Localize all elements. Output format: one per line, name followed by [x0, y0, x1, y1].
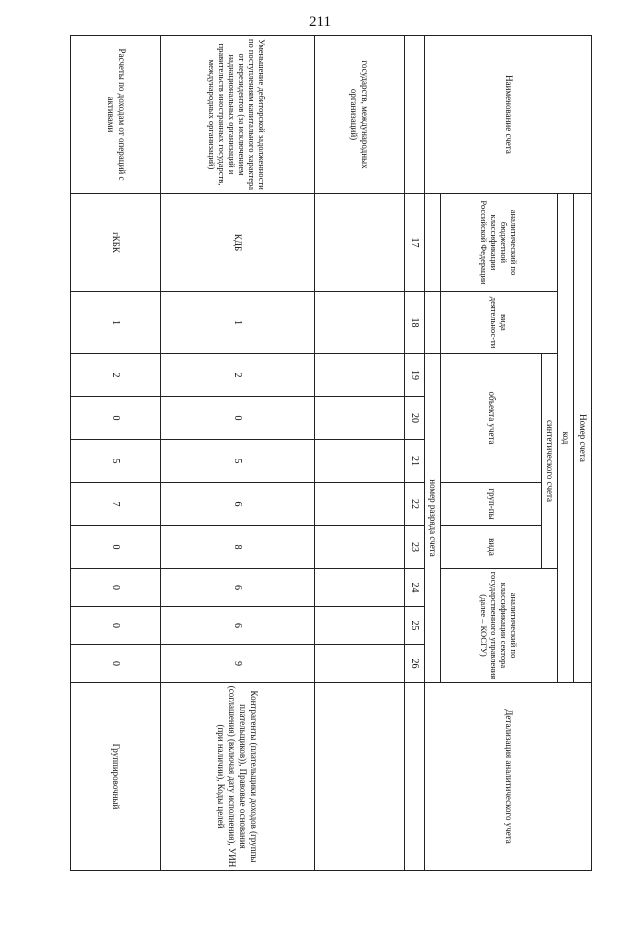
row-digit: 0: [161, 397, 314, 440]
row-digit: [314, 569, 404, 607]
header-detail: Детализация аналитического учета: [425, 683, 592, 871]
row-digit: [314, 397, 404, 440]
row-digit: 5: [71, 440, 161, 483]
header-group: груп-пы: [440, 483, 541, 526]
header-analytic-budget: аналитический по бюджетной классификации Российской Федерации: [440, 194, 557, 292]
header-account-number: Номер счета: [573, 194, 591, 683]
row-digit: [314, 483, 404, 526]
row-detail: Группировочный: [71, 683, 161, 871]
header-object: объекта учета: [440, 354, 541, 483]
rotated-table-container: [70, 35, 592, 870]
header-synthetic: синтетического счета: [542, 354, 558, 569]
accounts-table: [70, 35, 592, 871]
col-number: 20: [404, 397, 424, 440]
page-number: 211: [309, 14, 331, 30]
col-number: 21: [404, 440, 424, 483]
row-account-name: Расчеты по доходам от операций с активами: [71, 36, 161, 194]
row-digit: 9: [161, 645, 314, 683]
row-digit: 6: [161, 569, 314, 607]
table-row: [314, 36, 404, 871]
row-digit: [314, 645, 404, 683]
col-number: 23: [404, 526, 424, 569]
header-analytic-kosgu: аналитический по классификации сектора государственного управления (далее – КОСГУ): [440, 569, 557, 683]
header-activity-type: вида деятельнос-ти: [440, 292, 557, 354]
header-empty-cell: [425, 292, 441, 354]
col-number: 24: [404, 569, 424, 607]
row-activity: [314, 292, 404, 354]
col-number-empty: [404, 683, 424, 871]
row-digit: [314, 354, 404, 397]
row-digit: [314, 526, 404, 569]
row-budget: гКБК: [71, 194, 161, 292]
row-activity: 1: [161, 292, 314, 354]
col-number-empty: [404, 36, 424, 194]
row-digit: [314, 607, 404, 645]
col-number: 26: [404, 645, 424, 683]
row-detail: [314, 683, 404, 871]
header-digit-position: номер разряда счета: [425, 354, 441, 683]
col-number: 22: [404, 483, 424, 526]
row-digit: 0: [71, 397, 161, 440]
col-number: 18: [404, 292, 424, 354]
row-activity: 1: [71, 292, 161, 354]
row-digit: 0: [71, 526, 161, 569]
row-digit: 2: [161, 354, 314, 397]
row-digit: 6: [161, 607, 314, 645]
col-number: 17: [404, 194, 424, 292]
header-code: код: [558, 194, 574, 683]
table-row: [71, 36, 161, 871]
table-row: [161, 36, 314, 871]
col-number: 19: [404, 354, 424, 397]
row-digit: 7: [71, 483, 161, 526]
header-account-name: Наименование счета: [425, 36, 592, 194]
row-digit: 2: [71, 354, 161, 397]
row-digit: 0: [71, 569, 161, 607]
header-kind: вида: [440, 526, 541, 569]
row-digit: 6: [161, 483, 314, 526]
row-digit: 0: [71, 607, 161, 645]
col-number: 25: [404, 607, 424, 645]
row-account-name: государств, международных организаций): [314, 36, 404, 194]
row-digit: 0: [71, 645, 161, 683]
header-empty-cell: [425, 194, 441, 292]
row-detail: Контрагенты (плательщики доходов (группы плательщиков)), Правовые основания (соглашения) (включая дату исполнения), УИН (при наличии), Коды целей: [161, 683, 314, 871]
row-budget: КДБ: [161, 194, 314, 292]
row-account-name: Уменьшение дебиторской задолженности по поступлениям капитального характера от нерезидентов (за исключением наднациональных организаций и правительств иностранных государств, международных организаций): [161, 36, 314, 194]
row-digit: 5: [161, 440, 314, 483]
row-budget: [314, 194, 404, 292]
row-digit: [314, 440, 404, 483]
row-digit: 8: [161, 526, 314, 569]
